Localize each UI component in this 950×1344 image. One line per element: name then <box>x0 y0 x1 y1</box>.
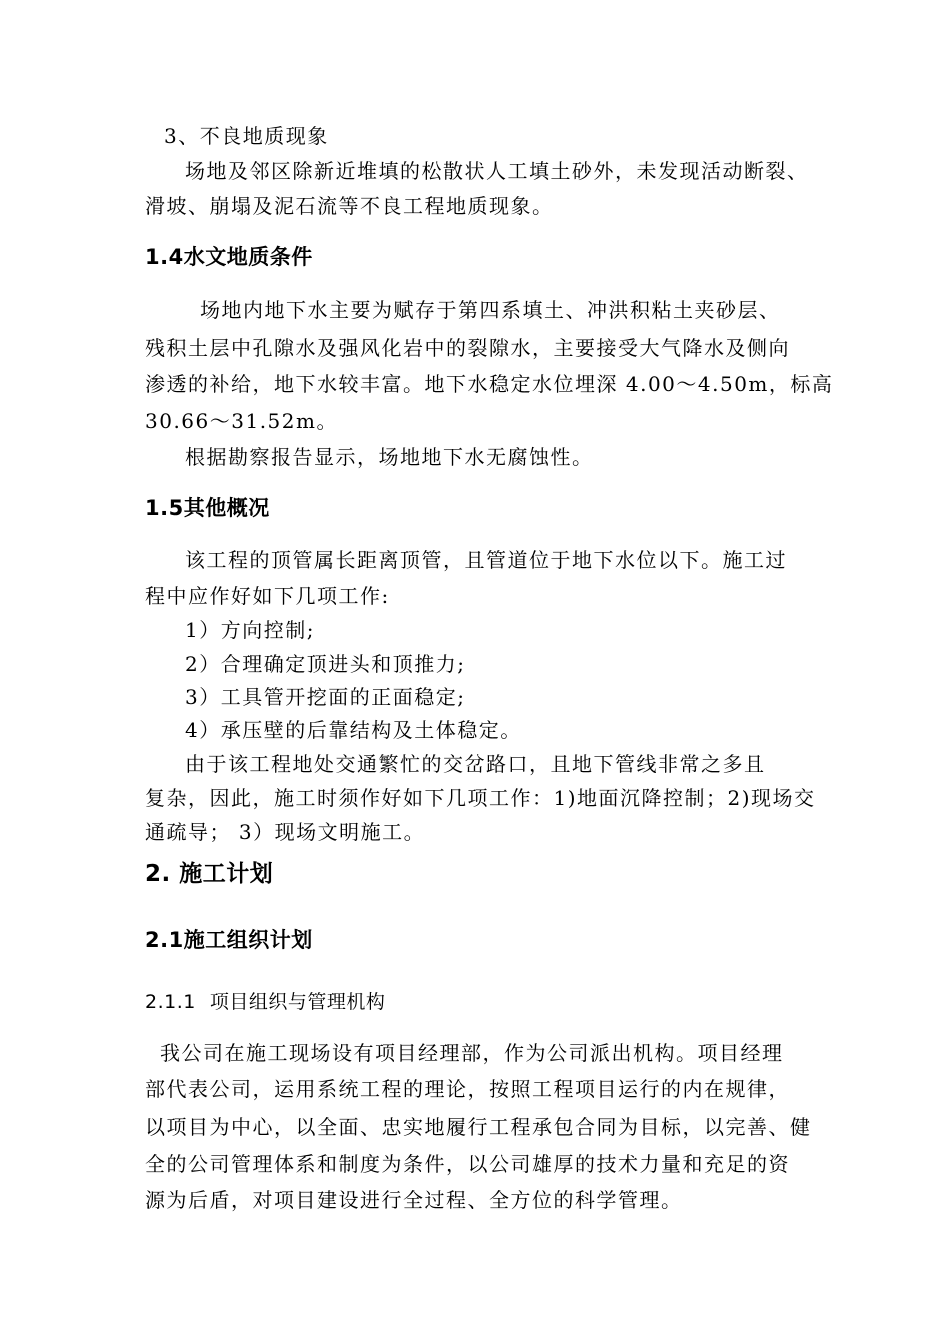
subsection-title: 项目组织与管理机构 <box>209 991 386 1013</box>
paragraph-line: 程中应作好如下几项工作: <box>145 584 390 608</box>
paragraph-line: 由于该工程地处交通繁忙的交岔路口，且地下管线非常之多且 <box>185 752 766 776</box>
paragraph-line: 以项目为中心，以全面、忠实地履行工程承包合同为目标，以完善、健 <box>145 1115 812 1139</box>
section-heading: 1.5其他概况 <box>145 496 270 520</box>
paragraph-line: 残积土层中孔隙水及强风化岩中的裂隙水，主要接受大气降水及侧向 <box>145 336 790 360</box>
paragraph-line: 复杂，因此，施工时须作好如下几项工作：1)地面沉降控制；2)现场交 <box>145 786 816 810</box>
subsection-heading <box>145 990 385 1014</box>
paragraph-line: 该工程的顶管属长距离顶管，且管道位于地下水位以下。施工过 <box>185 548 787 572</box>
list-item: 4）承压壁的后靠结构及土体稳定。 <box>185 718 522 742</box>
paragraph-line: 通疏导； 3）现场文明施工。 <box>145 820 426 844</box>
paragraph-line: 滑坡、崩塌及泥石流等不良工程地质现象。 <box>145 194 554 218</box>
subsection-number: 2.1.1 <box>145 991 196 1013</box>
subsection-title: 3、不良地质现象 <box>164 124 329 148</box>
paragraph-line: 部代表公司，运用系统工程的理论，按照工程项目运行的内在规律， <box>145 1077 790 1101</box>
paragraph-line: 根据勘察报告显示，场地地下水无腐蚀性。 <box>185 445 594 469</box>
section-heading: 1.4水文地质条件 <box>145 245 313 269</box>
section-heading: 2.1施工组织计划 <box>145 928 313 952</box>
chapter-heading: 2. 施工计划 <box>145 861 274 887</box>
list-item: 2）合理确定顶进头和顶推力; <box>185 652 466 676</box>
paragraph-line: 源为后盾，对项目建设进行全过程、全方位的科学管理。 <box>145 1188 683 1212</box>
paragraph-line: 渗透的补给，地下水较丰富。地下水稳定水位埋深 4.00～4.50m，标高 <box>145 372 834 396</box>
paragraph-line: 30.66～31.52m。 <box>145 409 338 433</box>
list-item: 3）工具管开挖面的正面稳定; <box>185 685 466 709</box>
paragraph-line: 场地内地下水主要为赋存于第四系填土、冲洪积粘土夹砂层、 <box>200 298 781 322</box>
paragraph-line: 全的公司管理体系和制度为条件，以公司雄厚的技术力量和充足的资 <box>145 1152 790 1176</box>
paragraph-line: 我公司在施工现场设有项目经理部，作为公司派出机构。项目经理 <box>160 1041 784 1065</box>
paragraph-line: 场地及邻区除新近堆填的松散状人工填土砂外，未发现活动断裂、 <box>185 159 809 183</box>
list-item: 1）方向控制; <box>185 618 315 642</box>
